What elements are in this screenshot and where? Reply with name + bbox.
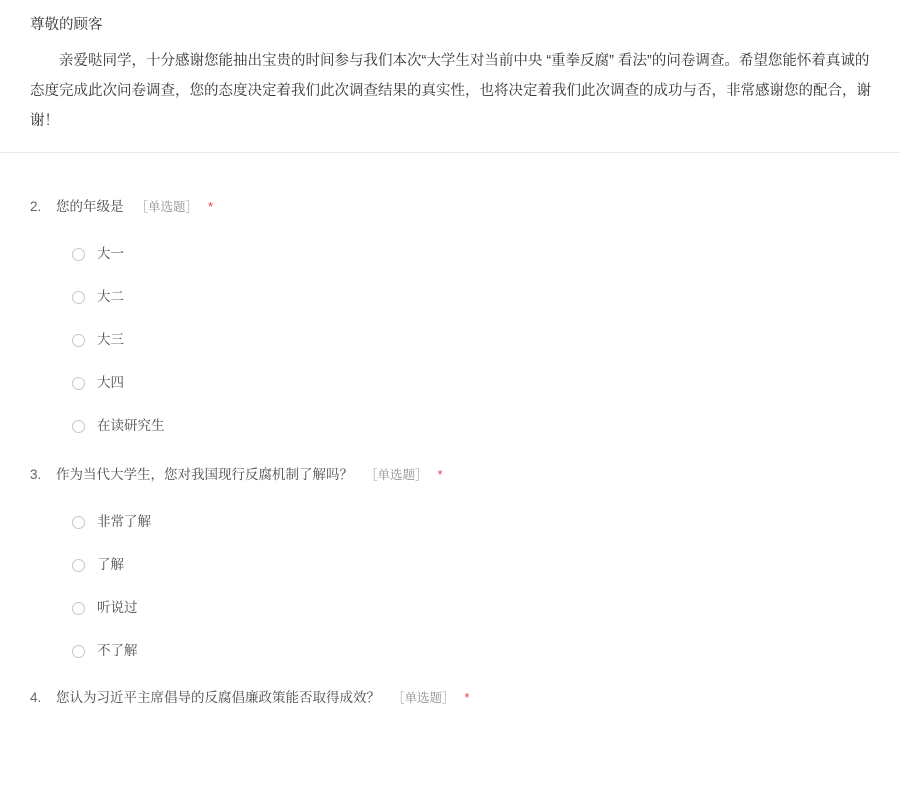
- question-block-2: [0, 197, 900, 437]
- question-header-3: [30, 465, 878, 485]
- option-item[interactable]: [72, 372, 878, 394]
- question-header-4: [30, 688, 878, 708]
- question-required-3: *: [437, 467, 443, 482]
- option-label: 大三: [97, 332, 124, 347]
- question-type-2: ［单选题］: [135, 200, 199, 214]
- radio-icon[interactable]: [72, 645, 85, 658]
- question-number-3: 3.: [30, 467, 42, 482]
- option-label: 了解: [97, 557, 124, 572]
- option-item[interactable]: [72, 415, 878, 437]
- option-label: 不了解: [97, 643, 138, 658]
- question-header-2: [30, 197, 878, 217]
- intro-title: 尊敬的顾客: [30, 17, 103, 33]
- question-required-4: *: [464, 690, 470, 705]
- option-label: 在读研究生: [97, 418, 165, 433]
- question-block-4: [0, 688, 900, 708]
- option-item[interactable]: [72, 329, 878, 351]
- option-item[interactable]: [72, 597, 878, 619]
- question-required-2: *: [208, 199, 214, 214]
- option-label: 大二: [97, 289, 124, 304]
- intro-body: 亲爱哒同学，十分感谢您能抽出宝贵的时间参与我们本次“大学生对当前中央 “重拳反腐” 看法”的问卷调查。希望您能怀着真诚的态度完成此次问卷调查，您的态度决定着我们此次调查结果的真实性，也将决定着我们此次调查的成功与否，非常感谢您的配合，谢谢！: [30, 53, 871, 129]
- radio-icon[interactable]: [72, 516, 85, 529]
- radio-icon[interactable]: [72, 420, 85, 433]
- question-block-3: [0, 465, 900, 662]
- intro-divider: [0, 152, 900, 153]
- option-item[interactable]: [72, 554, 878, 576]
- radio-icon[interactable]: [72, 334, 85, 347]
- option-item[interactable]: [72, 511, 878, 533]
- option-item[interactable]: [72, 640, 878, 662]
- option-label: 大一: [97, 246, 124, 261]
- radio-icon[interactable]: [72, 291, 85, 304]
- question-number-4: 4.: [30, 690, 42, 705]
- option-label: 大四: [97, 375, 124, 390]
- option-label: 非常了解: [97, 514, 151, 529]
- option-list-3: [30, 511, 878, 662]
- question-type-3: ［单选题］: [365, 468, 428, 482]
- radio-icon[interactable]: [72, 248, 85, 261]
- radio-icon[interactable]: [72, 377, 85, 390]
- survey-intro: [0, 0, 900, 136]
- option-label: 听说过: [97, 600, 138, 615]
- option-item[interactable]: [72, 243, 878, 265]
- question-text-3: 作为当代大学生，您对我国现行反腐机制了解吗？: [56, 467, 353, 482]
- option-item[interactable]: [72, 286, 878, 308]
- question-text-2: 您的年级是: [56, 199, 124, 214]
- question-number-2: 2.: [30, 199, 42, 214]
- radio-icon[interactable]: [72, 602, 85, 615]
- radio-icon[interactable]: [72, 559, 85, 572]
- question-text-4: 您认为习近平主席倡导的反腐倡廉政策能否取得成效？: [56, 690, 380, 705]
- question-type-4: ［单选题］: [392, 691, 455, 705]
- option-list-2: [30, 243, 878, 437]
